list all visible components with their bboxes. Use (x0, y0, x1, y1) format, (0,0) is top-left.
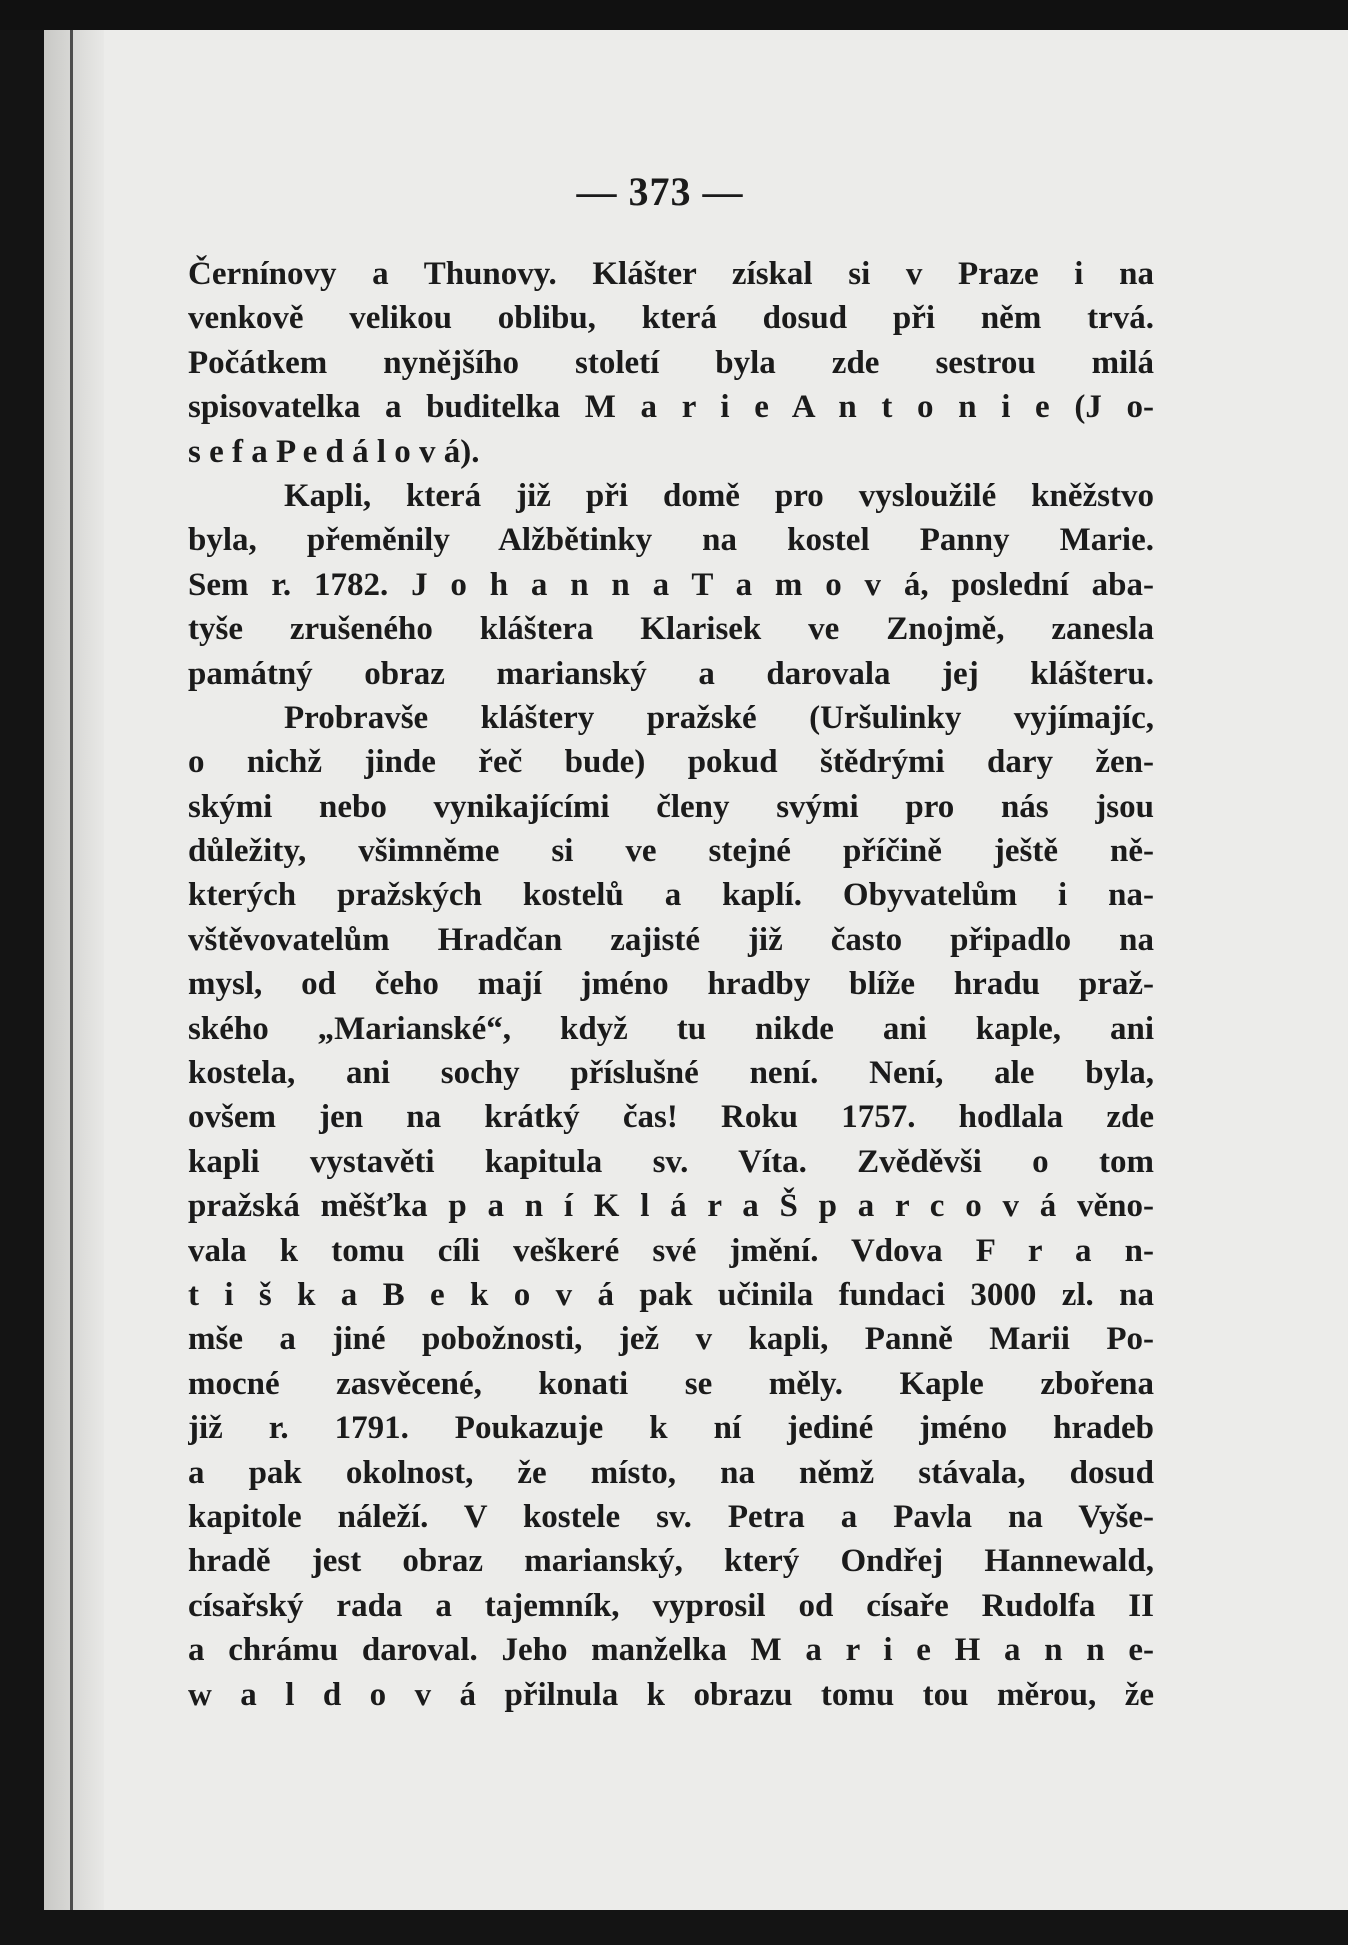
text-line: Černínovy a Thunovy. Klášter získal si v Praze i na (188, 256, 1154, 292)
binding-edge-line (70, 30, 73, 1910)
text-line: mše a jiné pobožnosti, jež v kapli, Panně Marii Po- (188, 1321, 1154, 1358)
body-text (188, 252, 1154, 1717)
text-line: w a l d o v á přilnula k obrazu tomu tou měrou, že (188, 1676, 1154, 1713)
text-line: již r. 1791. Poukazuje k ní jediné jméno hradeb (188, 1410, 1154, 1447)
text-line: byla, přeměnily Alžbětinky na kostel Panny Marie. (188, 522, 1154, 559)
text-line: kapli vystavěti kapitula sv. Víta. Zvěděvši o tom (188, 1143, 1154, 1180)
text-line: venkově velikou oblibu, která dosud při něm trvá. (188, 300, 1154, 337)
scan-top-border (0, 0, 1348, 30)
text-line: hradě jest obraz marianský, který Ondřej Hannewald, (188, 1543, 1154, 1580)
text-line: ského „Marianské“, když tu nikde ani kaple, ani (188, 1010, 1154, 1047)
text-line: vštěvovatelům Hradčan zajisté již často připadlo na (188, 921, 1154, 958)
text-line: Kapli, která již při domě pro vysloužilé kněžstvo (284, 477, 1154, 514)
text-line: skými nebo vynikajícími členy svými pro nás jsou (188, 788, 1154, 825)
text-line: mysl, od čeho mají jméno hradby blíže hradu praž- (188, 966, 1154, 1003)
text-line: památný obraz marianský a darovala jej klášteru. (188, 655, 1154, 692)
text-line: Probravše kláštery pražské (Uršulinky vyjímajíc, (284, 699, 1154, 736)
text-line: o nichž jinde řeč bude) pokud štědrými dary žen- (188, 744, 1154, 781)
text-line: důležity, všimněme si ve stejné příčině ještě ně- (188, 833, 1154, 870)
text-line: mocné zasvěcené, konati se měly. Kaple zbořena (188, 1365, 1154, 1402)
text-line: s e f a P e d á l o v á). (188, 433, 480, 470)
text-line: kterých pražských kostelů a kaplí. Obyvatelům i na- (188, 877, 1154, 914)
text-line: a pak okolnost, že místo, na němž stávala, dosud (188, 1454, 1154, 1491)
text-line: a chrámu daroval. Jeho manželka M a r i e H a n n e- (188, 1632, 1154, 1669)
text-line: kapitole náleží. V kostele sv. Petra a Pavla na Vyše- (188, 1498, 1154, 1535)
text-line: pražská měšťka p a n í K l á r a Š p a r c o v á věno- (188, 1188, 1154, 1225)
text-line: ovšem jen na krátký čas! Roku 1757. hodlala zde (188, 1099, 1154, 1136)
page-number: — 373 — (576, 169, 744, 214)
text-line: tyše zrušeného kláštera Klarisek ve Znojmě, zanesla (188, 611, 1154, 648)
text-line: spisovatelka a buditelka M a r i e A n t o n i e (J o- (188, 389, 1154, 426)
text-line: Sem r. 1782. J o h a n n a T a m o v á, poslední aba- (188, 566, 1154, 603)
text-line: kostela, ani sochy příslušné není. Není, ale byla, (188, 1055, 1154, 1092)
text-line: císařský rada a tajemník, vyprosil od císaře Rudolfa II (188, 1587, 1154, 1624)
text-line: t i š k a B e k o v á pak učinila fundaci 3000 zl. na (188, 1276, 1154, 1313)
text-line: Počátkem nynějšího století byla zde sestrou milá (188, 344, 1154, 381)
paper-left-shadow (44, 30, 104, 1910)
text-line: vala k tomu cíli veškeré své jmění. Vdova F r a n- (188, 1232, 1154, 1269)
